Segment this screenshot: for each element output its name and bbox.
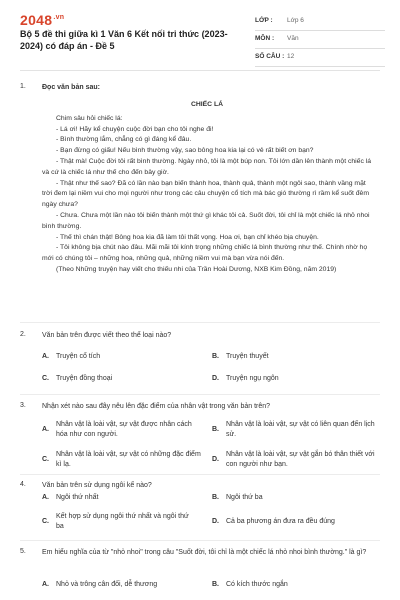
passage-title: CHIẾC LÁ <box>190 101 224 108</box>
option-text: Nhỏ và trông cân đối, dễ thương <box>56 581 158 588</box>
meta-value: 12 <box>287 53 295 60</box>
option-text: Kết hợp sử dụng ngôi thứ nhất và ngôi thứ ba <box>56 513 189 530</box>
option-letter: D. <box>212 518 219 525</box>
meta-panel <box>255 13 385 67</box>
question-prompt: Văn bản trên sử dụng ngôi kể nào? <box>42 482 152 489</box>
option-text: Truyện thuyết <box>226 353 269 360</box>
reading-passage <box>42 100 372 276</box>
question-divider <box>20 540 380 541</box>
question-divider <box>20 394 380 395</box>
option-letter: A. <box>42 426 49 433</box>
option-letter: A. <box>42 581 49 588</box>
passage-paragraph: - Lá ơi! Hãy kể chuyện cuộc đời bạn cho tôi nghe đi! <box>56 125 214 133</box>
option-text: Có kích thước ngắn <box>226 581 288 588</box>
question-divider <box>20 474 380 475</box>
question-prompt: Em hiểu nghĩa của từ "nhỏ nhoi" trong câu "Suốt đời, tôi chỉ là một chiếc lá nhỏ nhoi bình thường." là gì? <box>42 549 367 556</box>
passage-paragraph: - Thật mà! Cuộc đời tôi rất bình thường. Ngày nhỏ, tôi là một búp non. Tôi lớn dần lên thành một chiếc lá và cứ là chiếc lá như thế cho đến bây giờ. <box>42 157 372 176</box>
option-text: Nhân vật là loài vật, sự vật có những đặc điểm kì lạ. <box>56 451 201 468</box>
passage-source: (Theo Những truyện hay viết cho thiếu nhi của Trần Hoài Dương, NXB Kim Đồng, năm 2019) <box>56 265 337 273</box>
option-text: Nhân vật là loài vật, sự vật có liên quan đến lịch sử. <box>226 421 375 438</box>
option-letter: A. <box>42 494 49 501</box>
option-letter: B. <box>212 494 219 501</box>
passage-paragraph: - Bạn đừng có giấu! Nếu bình thường vậy, sao bông hoa kia lại có vẻ rất biết ơn bạn? <box>56 147 314 155</box>
question-number: 5. <box>20 548 26 555</box>
site-logo[interactable] <box>20 12 64 28</box>
option-text: Ngôi thứ nhất <box>56 494 99 501</box>
logo-suffix: .vn <box>53 14 65 22</box>
meta-key: SỐ CÂU : <box>255 53 285 60</box>
document-title: Bộ 5 đề thi giữa kì 1 Văn 6 Kết nối tri thức (2023-2024) có đáp án - Đề 5 <box>20 29 228 51</box>
passage-paragraph: Chim sâu hỏi chiếc lá: <box>56 114 123 122</box>
meta-value: Lớp 6 <box>287 17 304 24</box>
option-letter: B. <box>212 426 219 433</box>
header <box>0 0 400 66</box>
passage-paragraph: - Bình thường lắm, chẳng có gì đáng kể đâu. <box>56 136 192 144</box>
logo-text: 2048 <box>20 12 53 28</box>
option-text: Nhân vật là loài vật, sự vật được nhân cách hóa như con người. <box>56 421 192 438</box>
header-divider <box>20 70 380 71</box>
option-text: Nhân vật là loài vật, sự vật gắn bó thân thiết với con người như bạn. <box>226 451 375 468</box>
option-text: Truyện đồng thoại <box>56 375 113 382</box>
option-letter: B. <box>212 353 219 360</box>
meta-key: MÔN : <box>255 35 275 42</box>
passage-paragraph: - Tôi không bịa chút nào đâu. Mãi mãi tôi kính trọng những chiếc lá bình thường như thế. Chính nhờ họ mới có chúng tôi – những hoa, những quả, những niềm vui mà bạn vừa nói đến. <box>42 244 368 263</box>
question-number: 2. <box>20 331 26 338</box>
option-letter: C. <box>42 375 49 382</box>
option-text: Truyện cổ tích <box>56 353 101 360</box>
meta-row-subject <box>255 31 385 49</box>
question-divider <box>20 322 380 323</box>
passage-paragraph: - Thật như thế sao? Đã có lần nào bạn biến thành hoa, thành quả, thành một ngôi sao, thành vầng mặt trời đem lại niềm vui cho mọi người như trong các câu chuyện cổ tích mà bác gió thường rì rầm kể suốt đêm ngày chưa? <box>42 179 369 209</box>
question-number: 3. <box>20 402 26 409</box>
option-text: Truyện ngụ ngôn <box>226 375 279 382</box>
question-prompt: Đọc văn bản sau: <box>42 84 100 91</box>
option-text: Cả ba phương án đưa ra đều đúng <box>226 518 335 525</box>
meta-key: LỚP : <box>255 17 273 24</box>
meta-row-count <box>255 49 385 67</box>
passage-paragraph: - Thế thì chán thật! Bông hoa kia đã làm tôi thất vọng. Hoa ơi, bạn chỉ khéo bịa chuyện. <box>56 233 319 241</box>
option-text: Ngôi thứ ba <box>226 494 263 501</box>
option-letter: A. <box>42 353 49 360</box>
option-letter: C. <box>42 518 49 525</box>
option-letter: C. <box>42 456 49 463</box>
option-letter: D. <box>212 456 219 463</box>
meta-row-class <box>255 13 385 31</box>
passage-paragraph: - Chưa. Chưa một lần nào tôi biến thành một thứ gì khác tôi cả. Suốt đời, tôi chỉ là một chiếc lá nhỏ nhoi bình thường. <box>42 211 370 230</box>
question-number: 4. <box>20 481 26 488</box>
question-prompt: Nhận xét nào sau đây nêu lên đặc điểm của nhân vật trong văn bản trên? <box>42 403 271 410</box>
option-letter: B. <box>212 581 219 588</box>
question-prompt: Văn bản trên được viết theo thể loại nào? <box>42 332 172 339</box>
meta-value: Văn <box>287 35 299 42</box>
option-letter: D. <box>212 375 219 382</box>
question-number: 1. <box>20 83 26 90</box>
